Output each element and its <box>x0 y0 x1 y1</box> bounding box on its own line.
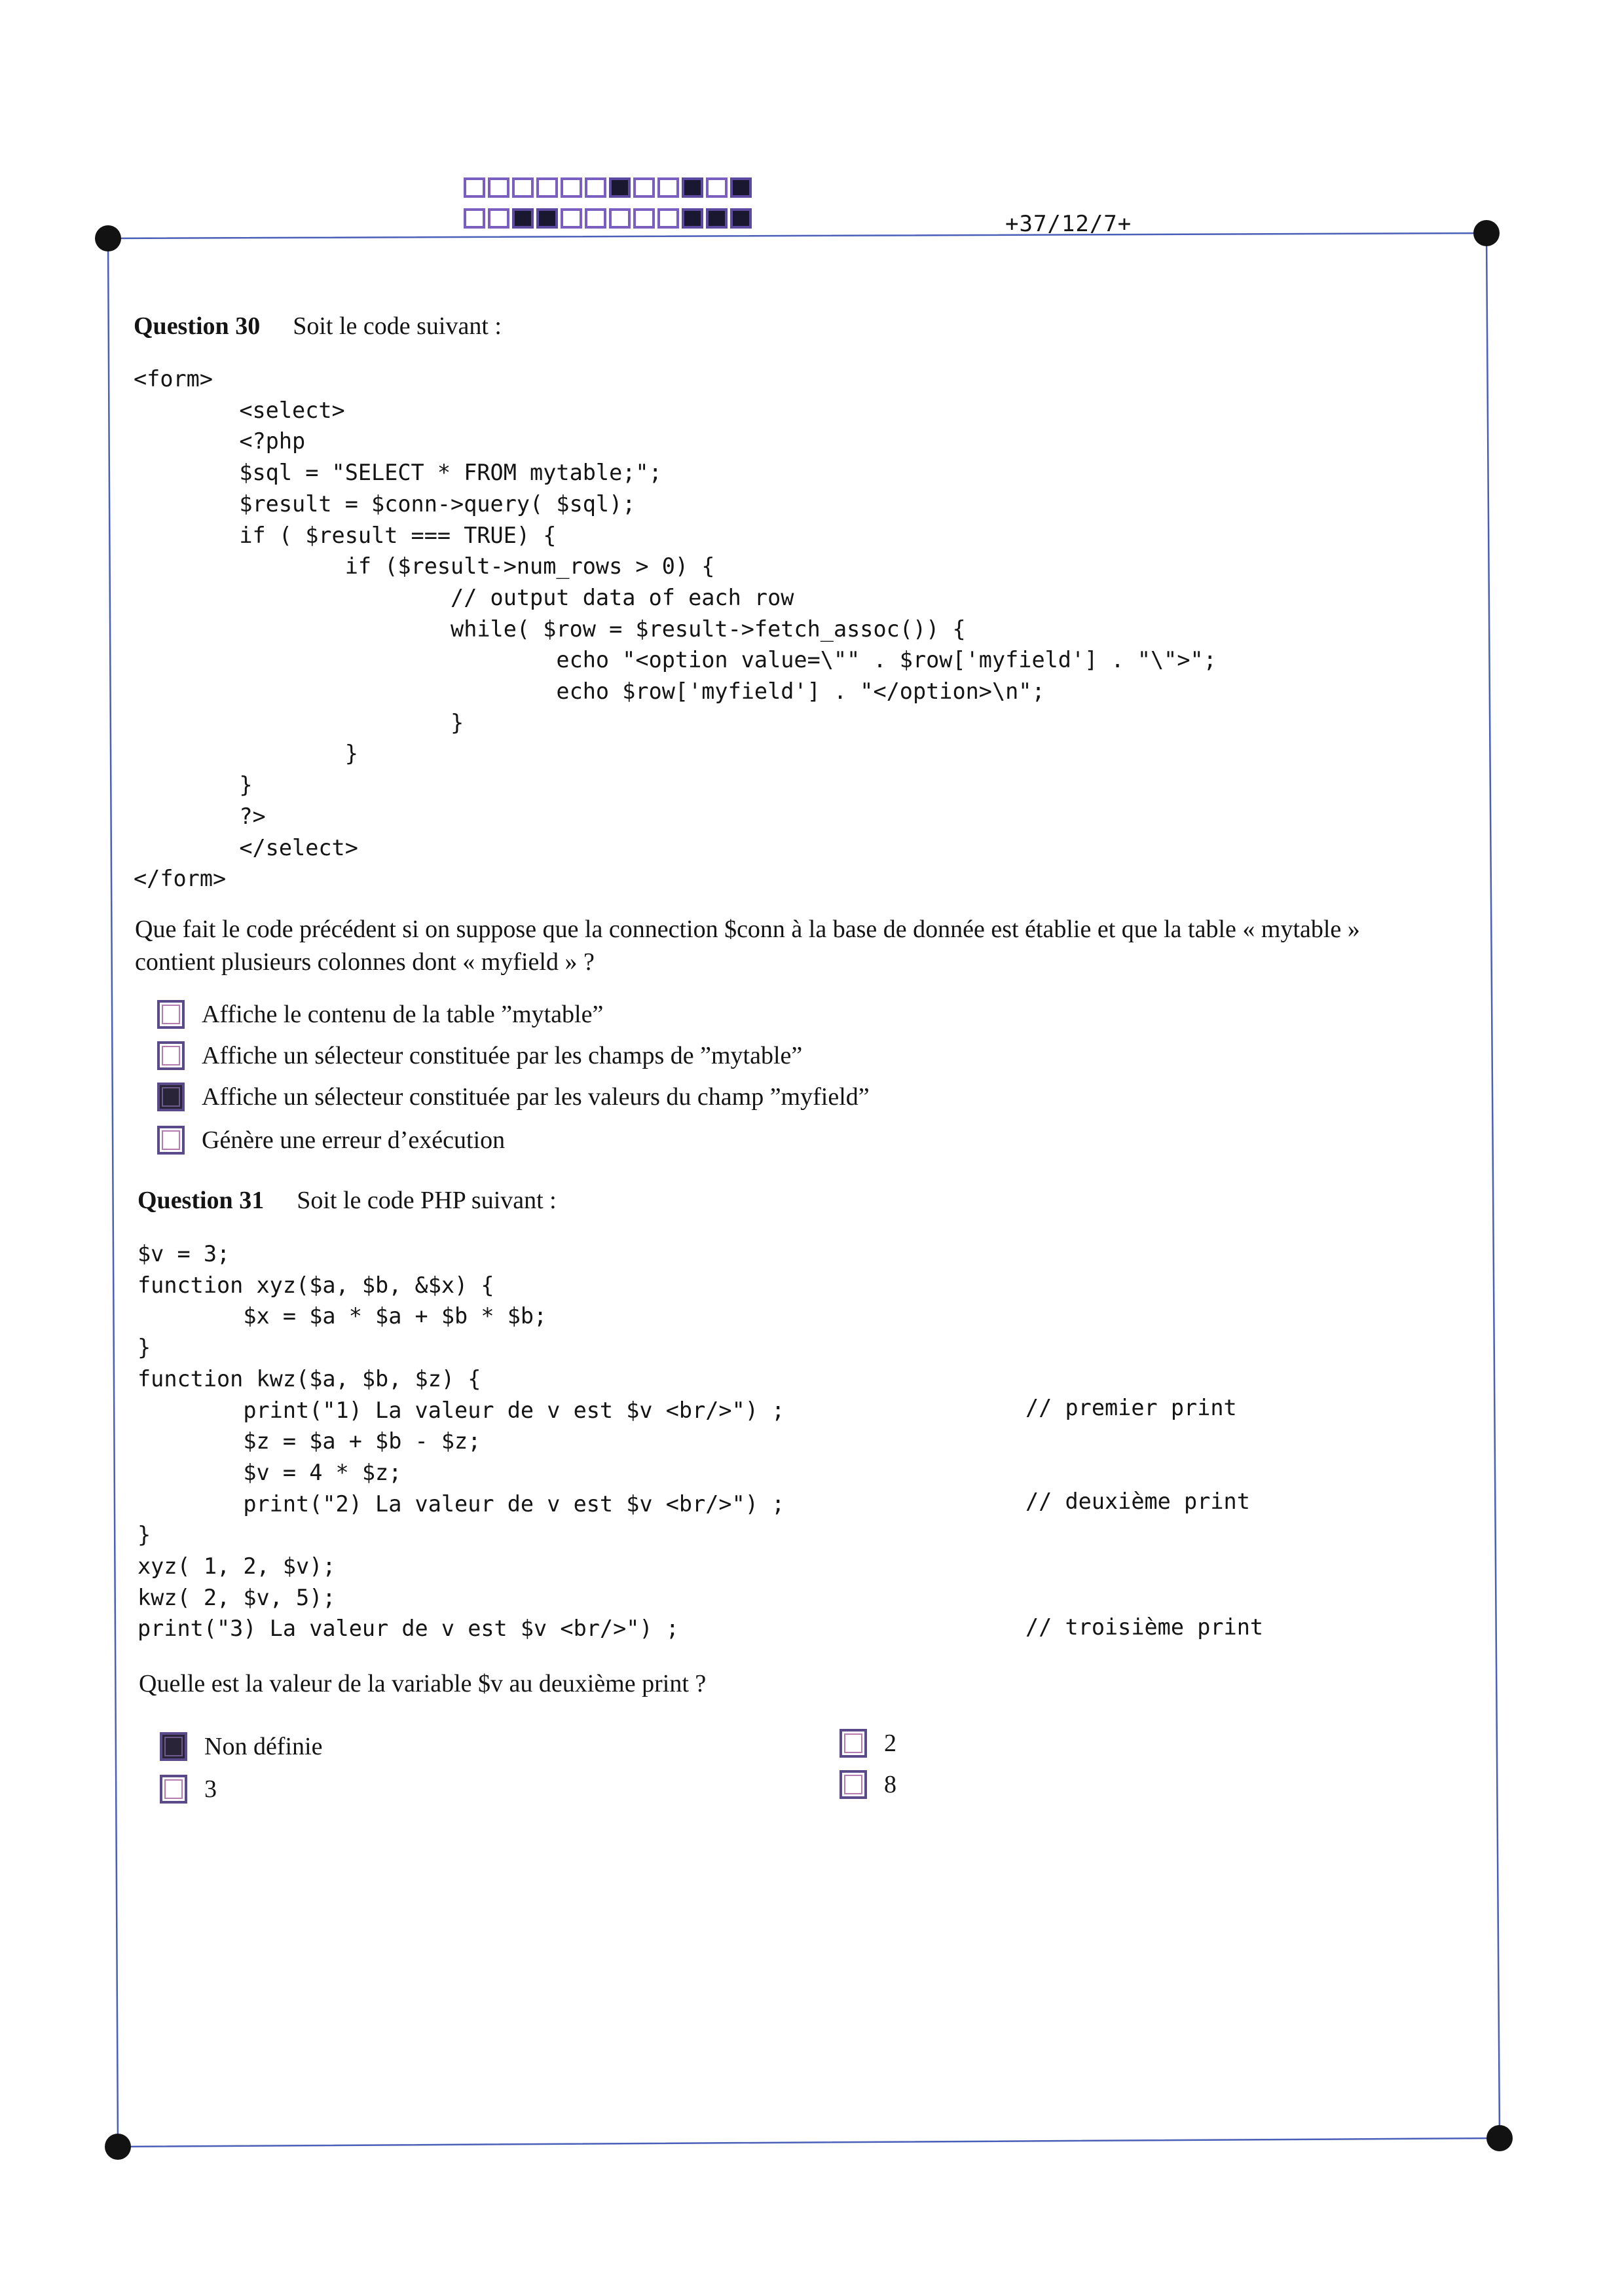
option-label: Non définie <box>204 1733 323 1760</box>
checkbox[interactable] <box>157 1041 185 1070</box>
barcode-cell <box>730 208 752 229</box>
corner-marker-top-right <box>1473 220 1500 246</box>
barcode-cell <box>633 177 655 198</box>
barcode-cell <box>682 208 703 229</box>
barcode-cell <box>512 177 534 198</box>
option-label: Affiche un sélecteur constituée par les valeurs du champ ”myfield” <box>202 1083 870 1111</box>
option-label: 3 <box>204 1775 217 1803</box>
question-31-header <box>138 1186 557 1215</box>
q31-option-3[interactable] <box>160 1775 217 1804</box>
question-31-text: Quelle est la valeur de la variable $v au deuxième print ? <box>139 1670 707 1697</box>
question-31-code: $v = 3; function xyz($a, $b, &$x) { $x = $a * $a + $b * $b; } function kwz($a, $b, $z) { print("1) La valeur de v est $v <br/>") ; $z = $a + $b - $z; $v = 4 * $z; print("2) La valeur de v est $v <br/>") ; } xyz( 1, 2, $v); kwz( 2, $v, 5); print("3) La valeur de v est $v <br/>") ; <box>138 1241 785 1642</box>
barcode-top-row <box>464 177 754 198</box>
checkbox[interactable] <box>157 1126 185 1155</box>
barcode-cell <box>512 208 534 229</box>
corner-marker-bottom-left <box>105 2134 131 2160</box>
comment-deuxieme-print: // deuxième print <box>1025 1489 1250 1514</box>
option-label: Affiche un sélecteur constituée par les champs de ”mytable” <box>202 1042 803 1069</box>
barcode-cell <box>561 208 582 229</box>
q30-option-3[interactable] <box>157 1083 870 1111</box>
checkbox[interactable] <box>160 1775 187 1804</box>
barcode-cell <box>633 208 655 229</box>
barcode-cell <box>706 177 728 198</box>
checkbox[interactable] <box>840 1770 867 1799</box>
question-30-code: <form> <select> <?php $sql = "SELECT * FROM mytable;"; $result = $conn->query( $sql); if ( $result === TRUE) { if ($result->num_rows > 0) { // output data of each row while( $row = $result->fetch_assoc()) { echo "<option value=\"" . $row['myfield'] . "\">"; echo $row['myfield'] . "</option>\n"; } } } ?> </select> </form> <box>134 366 1217 892</box>
barcode-cell <box>536 177 558 198</box>
barcode-cell <box>585 208 606 229</box>
question-number: Question 30 <box>134 312 261 340</box>
question-30-header <box>134 312 502 341</box>
corner-marker-top-left <box>95 225 121 251</box>
checkbox[interactable] <box>157 1000 185 1029</box>
corner-marker-bottom-right <box>1486 2125 1513 2151</box>
comment-troisieme-print: // troisième print <box>1025 1614 1264 1640</box>
question-30-text-line1: Que fait le code précédent si on suppose que la connection $conn à la base de donnée est établie et que la table « mytable » <box>135 916 1360 943</box>
checkbox-checked[interactable] <box>157 1083 185 1111</box>
q30-option-1[interactable] <box>157 1000 603 1029</box>
barcode-cell <box>464 177 485 198</box>
option-label: Génère une erreur d’exécution <box>202 1126 506 1154</box>
question-intro: Soit le code suivant : <box>293 312 502 340</box>
q30-option-2[interactable] <box>157 1041 802 1070</box>
barcode-cell <box>657 177 679 198</box>
q30-option-4[interactable] <box>157 1126 505 1155</box>
question-30-text-line2: contient plusieurs colonnes dont « myfield » ? <box>135 948 595 976</box>
barcode-cell <box>609 208 631 229</box>
page-id: +37/12/7+ <box>1005 211 1132 237</box>
barcode-cell <box>730 177 752 198</box>
barcode-cell <box>464 208 485 229</box>
barcode-cell <box>706 208 728 229</box>
checkbox[interactable] <box>840 1729 867 1758</box>
barcode-cell <box>536 208 558 229</box>
checkbox-checked[interactable] <box>160 1732 187 1761</box>
barcode-cell <box>488 208 509 229</box>
barcode-bottom-row <box>464 208 754 229</box>
barcode-cell <box>609 177 631 198</box>
q31-option-8[interactable] <box>840 1770 896 1799</box>
option-label: 8 <box>884 1771 896 1798</box>
barcode-cell <box>561 177 582 198</box>
comment-premier-print: // premier print <box>1025 1395 1237 1420</box>
barcode-cell <box>585 177 606 198</box>
q31-option-non-definie[interactable] <box>160 1732 322 1761</box>
q31-option-2[interactable] <box>840 1729 896 1758</box>
option-label: Affiche le contenu de la table ”mytable” <box>202 1001 604 1028</box>
barcode-cell <box>657 208 679 229</box>
barcode-cell <box>488 177 509 198</box>
question-number: Question 31 <box>138 1187 265 1214</box>
question-intro: Soit le code PHP suivant : <box>297 1187 557 1214</box>
barcode-cell <box>682 177 703 198</box>
option-label: 2 <box>884 1730 896 1757</box>
